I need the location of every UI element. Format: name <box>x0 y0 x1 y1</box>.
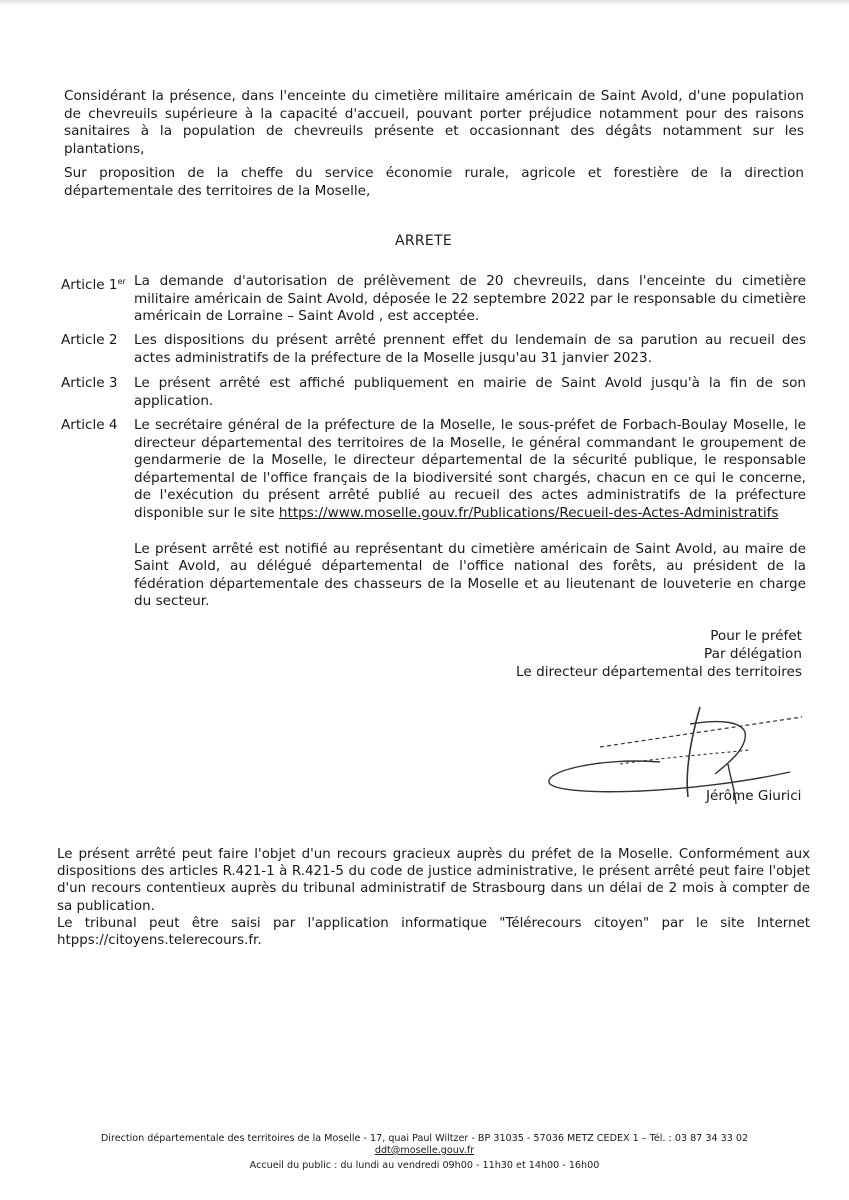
article-3 <box>61 375 806 410</box>
article-4-text: Le secrétaire général de la préfecture de la Moselle, le sous-préfet de Forbach-Boulay Moselle, le directeur départemental des territoires de la Moselle, le général commandant le groupement de gendarmerie de la Moselle, le directeur départemental de la sécurité publique, le responsable départemental de l'office français de la biodiversité sont chargés, chacun en ce qui le concerne, de l'exécution du présent arrêté publié au recueil des actes administratifs de la préfecture disponible sur le site https://www.moselle.gouv.fr/Publications/Recueil-des-Actes-Administratifs <box>134 417 806 521</box>
signature-line-director: Le directeur départemental des territoires <box>516 664 802 680</box>
article-1 <box>61 273 806 326</box>
recueil-link[interactable]: https://www.moselle.gouv.fr/Publications/Recueil-des-Actes-Administratifs <box>278 504 779 521</box>
signature-line-delegation: Par délégation <box>704 646 802 662</box>
decree-title: ARRETE <box>395 233 453 249</box>
article-2-label: Article 2 <box>61 332 118 348</box>
considerant-paragraph: Considérant la présence, dans l'enceinte du cimetière militaire américain de Saint Avold, d'une population de chevreuils supérieure à la capacité d'accueil, pouvant porter préjudice notamment pour des raisons sanitaires à la population de chevreuils présente et occasionnant des dégâts notamment sur les plantations, <box>64 88 804 157</box>
scan-edge <box>0 0 849 6</box>
article-1-label: Article 1er <box>61 277 126 293</box>
proposition-paragraph: Sur proposition de la cheffe du service économie rurale, agricole et forestière de la direction départementale des territoires de la Moselle, <box>64 165 804 199</box>
footer-hours: Accueil du public : du lundi au vendredi 09h00 - 11h30 et 14h00 - 16h00 <box>249 1160 600 1171</box>
signer-name: Jérôme Giurici <box>706 788 802 804</box>
article-2 <box>61 332 806 367</box>
notification-paragraph: Le présent arrêté est notifié au représentant du cimetière américain de Saint Avold, au maire de Saint Avold, au délégué départemental de l'office national des forêts, au président de la fédération départementale des chasseurs de la Moselle et au lieutenant de louveterie en charge du secteur. <box>134 540 806 610</box>
footer-email-link[interactable]: ddt@moselle.gouv.fr <box>374 1145 475 1156</box>
recourse-paragraph: Le présent arrêté peut faire l'objet d'un recours gracieux auprès du préfet de la Moselle. Conformément aux dispositions des articles R.421-1 à R.421-5 du code de justice administrative, le présent arrêté peut faire l'objet d'un recours contentieux auprès du tribunal administratif de Strasbourg dans un délai de 2 mois à compter de sa publication. <box>57 847 810 914</box>
article-3-label: Article 3 <box>61 375 118 391</box>
footer-address: Direction départementale des territoires de la Moselle - 17, quai Paul Wiltzer - BP 31035 - 57036 METZ CEDEX 1 – Tél. : 03 87 34 33 02 <box>100 1133 749 1144</box>
article-2-text: Les dispositions du présent arrêté prennent effet du lendemain de sa parution au recueil des actes administratifs de la préfecture de la Moselle jusqu'au 31 janvier 2023. <box>134 332 806 366</box>
telerecours-paragraph: Le tribunal peut être saisi par l'application informatique "Télérecours citoyen" par le site Internet htpps://citoyens.telerecours.fr. <box>57 915 810 949</box>
article-4 <box>61 417 806 611</box>
signature-line-prefet: Pour le préfet <box>710 628 802 644</box>
footer-email <box>0 1145 849 1157</box>
article-3-text: Le présent arrêté est affiché publiquement en mairie de Saint Avold jusqu'à la fin de son application. <box>134 375 806 409</box>
article-1-text: La demande d'autorisation de prélèvement de 20 chevreuils, dans l'enceinte du cimetière militaire américain de Saint Avold, déposée le 22 septembre 2022 par le responsable du cimetière américain de Lorraine – Saint Avold , est acceptée. <box>134 273 806 325</box>
recourse-section <box>57 846 810 949</box>
article-4-label: Article 4 <box>61 417 118 433</box>
signature-block <box>516 627 802 681</box>
